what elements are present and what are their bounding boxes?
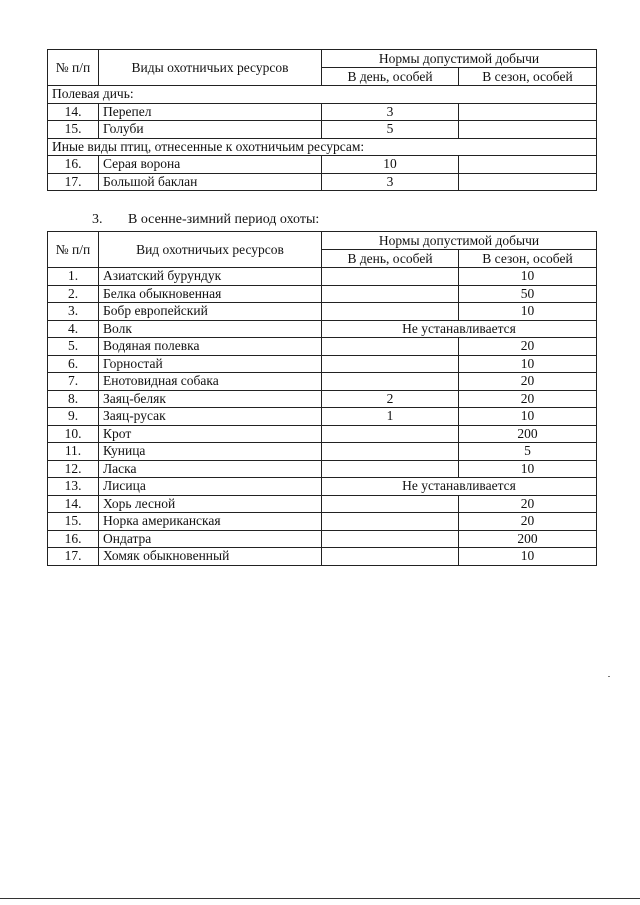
section-heading [92,212,319,228]
row-num: 2. [48,285,99,303]
table-header-row [48,232,597,250]
scan-speck [608,676,610,677]
row-day [322,285,459,303]
row-num: 11. [48,443,99,461]
row-name: Лисица [99,478,322,496]
table-row [48,390,597,408]
table-row [48,338,597,356]
section-label: Иные виды птиц, отнесенные к охотничьим ресурсам: [48,138,597,156]
row-day [322,513,459,531]
row-season: 10 [459,355,597,373]
section-title: В осенне-зимний период охоты: [128,212,320,227]
table-spring-birds [47,49,597,191]
row-name: Ондатра [99,530,322,548]
row-day [322,303,459,321]
section-number: 3. [92,212,103,227]
row-day [322,495,459,513]
row-season: 10 [459,268,597,286]
row-num: 17. [48,548,99,566]
row-name: Волк [99,320,322,338]
table-row [48,478,597,496]
row-day [322,355,459,373]
row-day: 3 [322,173,459,191]
row-day [322,548,459,566]
row-season: 10 [459,408,597,426]
row-season [459,156,597,174]
row-name: Большой баклан [99,173,322,191]
row-season [459,103,597,121]
row-season: 200 [459,530,597,548]
row-name: Крот [99,425,322,443]
table-header-row [48,50,597,68]
row-season [459,121,597,139]
row-day: 5 [322,121,459,139]
row-num: 8. [48,390,99,408]
row-name: Азиатский бурундук [99,268,322,286]
row-not-set: Не устанавливается [322,320,597,338]
row-day [322,425,459,443]
row-name: Перепел [99,103,322,121]
row-num: 9. [48,408,99,426]
header-norms: Нормы допустимой добычи [322,232,597,250]
row-season: 20 [459,495,597,513]
table-row [48,373,597,391]
row-name: Голуби [99,121,322,139]
row-day [322,338,459,356]
row-name: Хорь лесной [99,495,322,513]
row-season: 5 [459,443,597,461]
header-per-season: В сезон, особей [459,250,597,268]
table-row [48,443,597,461]
row-num: 14. [48,495,99,513]
table-row [48,408,597,426]
row-num: 16. [48,156,99,174]
table-row [48,173,597,191]
row-num: 7. [48,373,99,391]
row-name: Норка американская [99,513,322,531]
table-row [48,530,597,548]
row-name: Водяная полевка [99,338,322,356]
header-species: Виды охотничьих ресурсов [99,50,322,86]
row-num: 5. [48,338,99,356]
row-day [322,373,459,391]
row-num: 3. [48,303,99,321]
table-autumn-winter [47,231,597,566]
row-season: 20 [459,373,597,391]
row-name: Хомяк обыкновенный [99,548,322,566]
table-row [48,320,597,338]
header-num: № п/п [48,232,99,268]
row-day [322,530,459,548]
header-per-season: В сезон, особей [459,68,597,86]
row-season: 10 [459,303,597,321]
row-num: 13. [48,478,99,496]
row-season: 50 [459,285,597,303]
row-day: 10 [322,156,459,174]
row-day [322,268,459,286]
row-num: 6. [48,355,99,373]
header-per-day: В день, особей [322,250,459,268]
row-day [322,460,459,478]
table-row [48,425,597,443]
row-num: 4. [48,320,99,338]
row-season: 10 [459,460,597,478]
row-name: Горностай [99,355,322,373]
section-label: Полевая дичь: [48,86,597,104]
row-season: 200 [459,425,597,443]
header-species: Вид охотничьих ресурсов [99,232,322,268]
row-name: Серая ворона [99,156,322,174]
row-num: 16. [48,530,99,548]
row-num: 15. [48,121,99,139]
row-day: 1 [322,408,459,426]
row-season: 10 [459,548,597,566]
row-name: Енотовидная собака [99,373,322,391]
section-row-field-game [48,86,597,104]
row-name: Куница [99,443,322,461]
section-row-other-birds [48,138,597,156]
row-name: Заяц-беляк [99,390,322,408]
table-row [48,460,597,478]
table-row [48,513,597,531]
page-bottom-rule [0,898,640,899]
row-season: 20 [459,338,597,356]
table-row [48,495,597,513]
row-num: 1. [48,268,99,286]
row-season: 20 [459,390,597,408]
row-num: 10. [48,425,99,443]
row-not-set: Не устанавливается [322,478,597,496]
table-row [48,103,597,121]
row-name: Ласка [99,460,322,478]
header-per-day: В день, особей [322,68,459,86]
row-day: 3 [322,103,459,121]
table-row [48,156,597,174]
row-season [459,173,597,191]
row-num: 15. [48,513,99,531]
row-day [322,443,459,461]
row-num: 17. [48,173,99,191]
row-day: 2 [322,390,459,408]
table-row [48,268,597,286]
row-season: 20 [459,513,597,531]
row-name: Белка обыкновенная [99,285,322,303]
table-row [48,121,597,139]
table-row [48,548,597,566]
table-row [48,285,597,303]
row-name: Заяц-русак [99,408,322,426]
table-row [48,355,597,373]
header-norms: Нормы допустимой добычи [322,50,597,68]
header-num: № п/п [48,50,99,86]
row-name: Бобр европейский [99,303,322,321]
row-num: 14. [48,103,99,121]
table-row [48,303,597,321]
row-num: 12. [48,460,99,478]
